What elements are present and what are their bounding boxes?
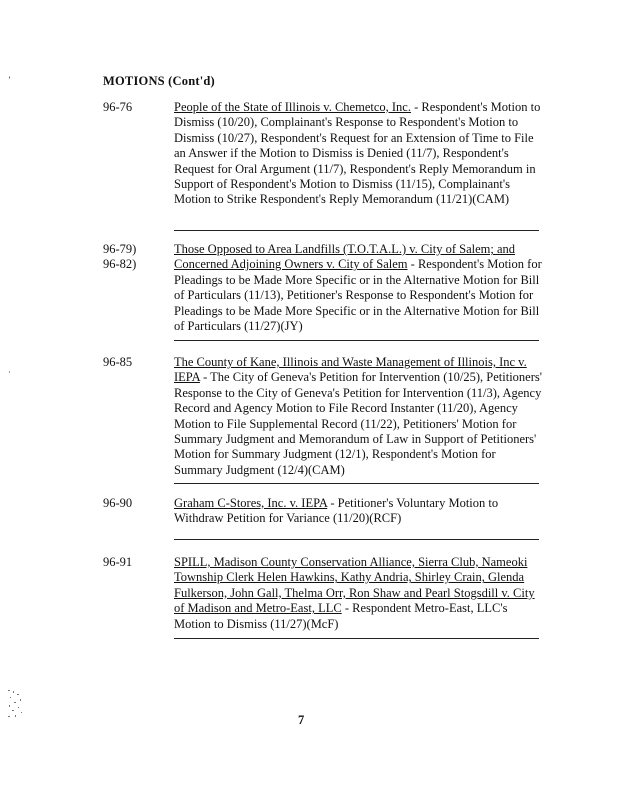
separator-rule — [174, 340, 539, 341]
separator-rule — [174, 539, 539, 540]
motion-description — [174, 496, 542, 527]
separator-rule — [174, 638, 539, 639]
docket-line: 96-91 — [103, 555, 133, 569]
docket-number — [103, 496, 169, 511]
case-name: Graham C-Stores, Inc. v. IEPA — [174, 496, 328, 510]
docket-number — [103, 555, 169, 570]
case-name: People of the State of Illinois v. Chemetco, Inc. — [174, 100, 411, 114]
scan-noise-mark — [5, 688, 29, 720]
docket-line: 96-85 — [103, 355, 133, 369]
docket-line: 96-79) — [103, 242, 137, 256]
page-heading: MOTIONS (Cont'd) — [103, 74, 215, 88]
case-name: The County of Kane, Illinois and Waste Management of Illinois, Inc v. IEPA — [174, 355, 527, 385]
docket-number — [103, 100, 169, 115]
motion-text: - Petitioner's Voluntary Motion to Withdraw Petition for Variance (11/20)(RCF) — [174, 496, 499, 526]
motion-text: - Respondent Metro-East, LLC's Motion to Dismiss (11/27)(McF) — [174, 601, 508, 631]
motion-description — [174, 242, 542, 334]
docket-number — [103, 355, 169, 370]
docket-line: 96-90 — [103, 496, 133, 510]
case-name: SPILL, Madison County Conservation Alliance, Sierra Club, Nameoki Township Clerk Helen Hawkins, Kathy Andria, Shirley Crain, Glenda Fulkerson, John Gall, Thelma Orr, Ron Shaw and Pearl Stogsdill v. City of Madison and Metro-East, LLC — [174, 555, 535, 616]
motion-description — [174, 555, 542, 632]
motion-description — [174, 355, 542, 478]
motion-text: - The City of Geneva's Petition for Intervention (10/25), Petitioners' Response to the City of Geneva's Petition for Intervention (11/3), Agency Record and Agency Motion to File Record Instanter (11/20), Agency Motion to File Supplemental Record (11/22), Petitioners' Motion for Summary Judgment and Memorandum of Law in Support of Petitioners' Motion for Summary Judgment (12/1), Respondent's Motion for Summary Judgment (12/4)(CAM) — [174, 370, 543, 477]
separator-rule — [174, 483, 539, 484]
docket-line: 96-76 — [103, 100, 133, 114]
docket-number — [103, 242, 169, 273]
scan-speck: ’ — [8, 76, 11, 86]
docket-line: 96-82) — [103, 257, 137, 272]
scan-speck: · — [8, 368, 11, 378]
motion-text: - Respondent's Motion to Dismiss (10/20), Complainant's Response to Respondent's Motion to Dismiss (10/27), Respondent's Request for an Extension of Time to File an Answer if the Motion to Dismiss is Denied (11/7), Respondent's Request for Oral Argument (11/7), Respondent's Reply Memorandum in Support of Respondent's Motion to Dismiss (11/15), Complainant's Motion to Strike Respondent's Reply Memorandum (11/21)(CAM) — [174, 100, 541, 207]
page-number: 7 — [298, 713, 305, 727]
case-name: Those Opposed to Area Landfills (T.O.T.A.L.) v. City of Salem; and Concerned Adjoining Owners v. City of Salem — [174, 242, 516, 272]
motion-description — [174, 100, 542, 208]
motion-text: - Respondent's Motion for Pleadings to be Made More Specific or in the Alternative Motion for Bill of Particulars (11/13), Petitioner's Response to Respondent's Motion for Pleadings to be Made More Specific or in the Alternative Motion for Bill of Particulars (11/27)(JY) — [174, 257, 542, 334]
separator-rule — [174, 230, 539, 231]
